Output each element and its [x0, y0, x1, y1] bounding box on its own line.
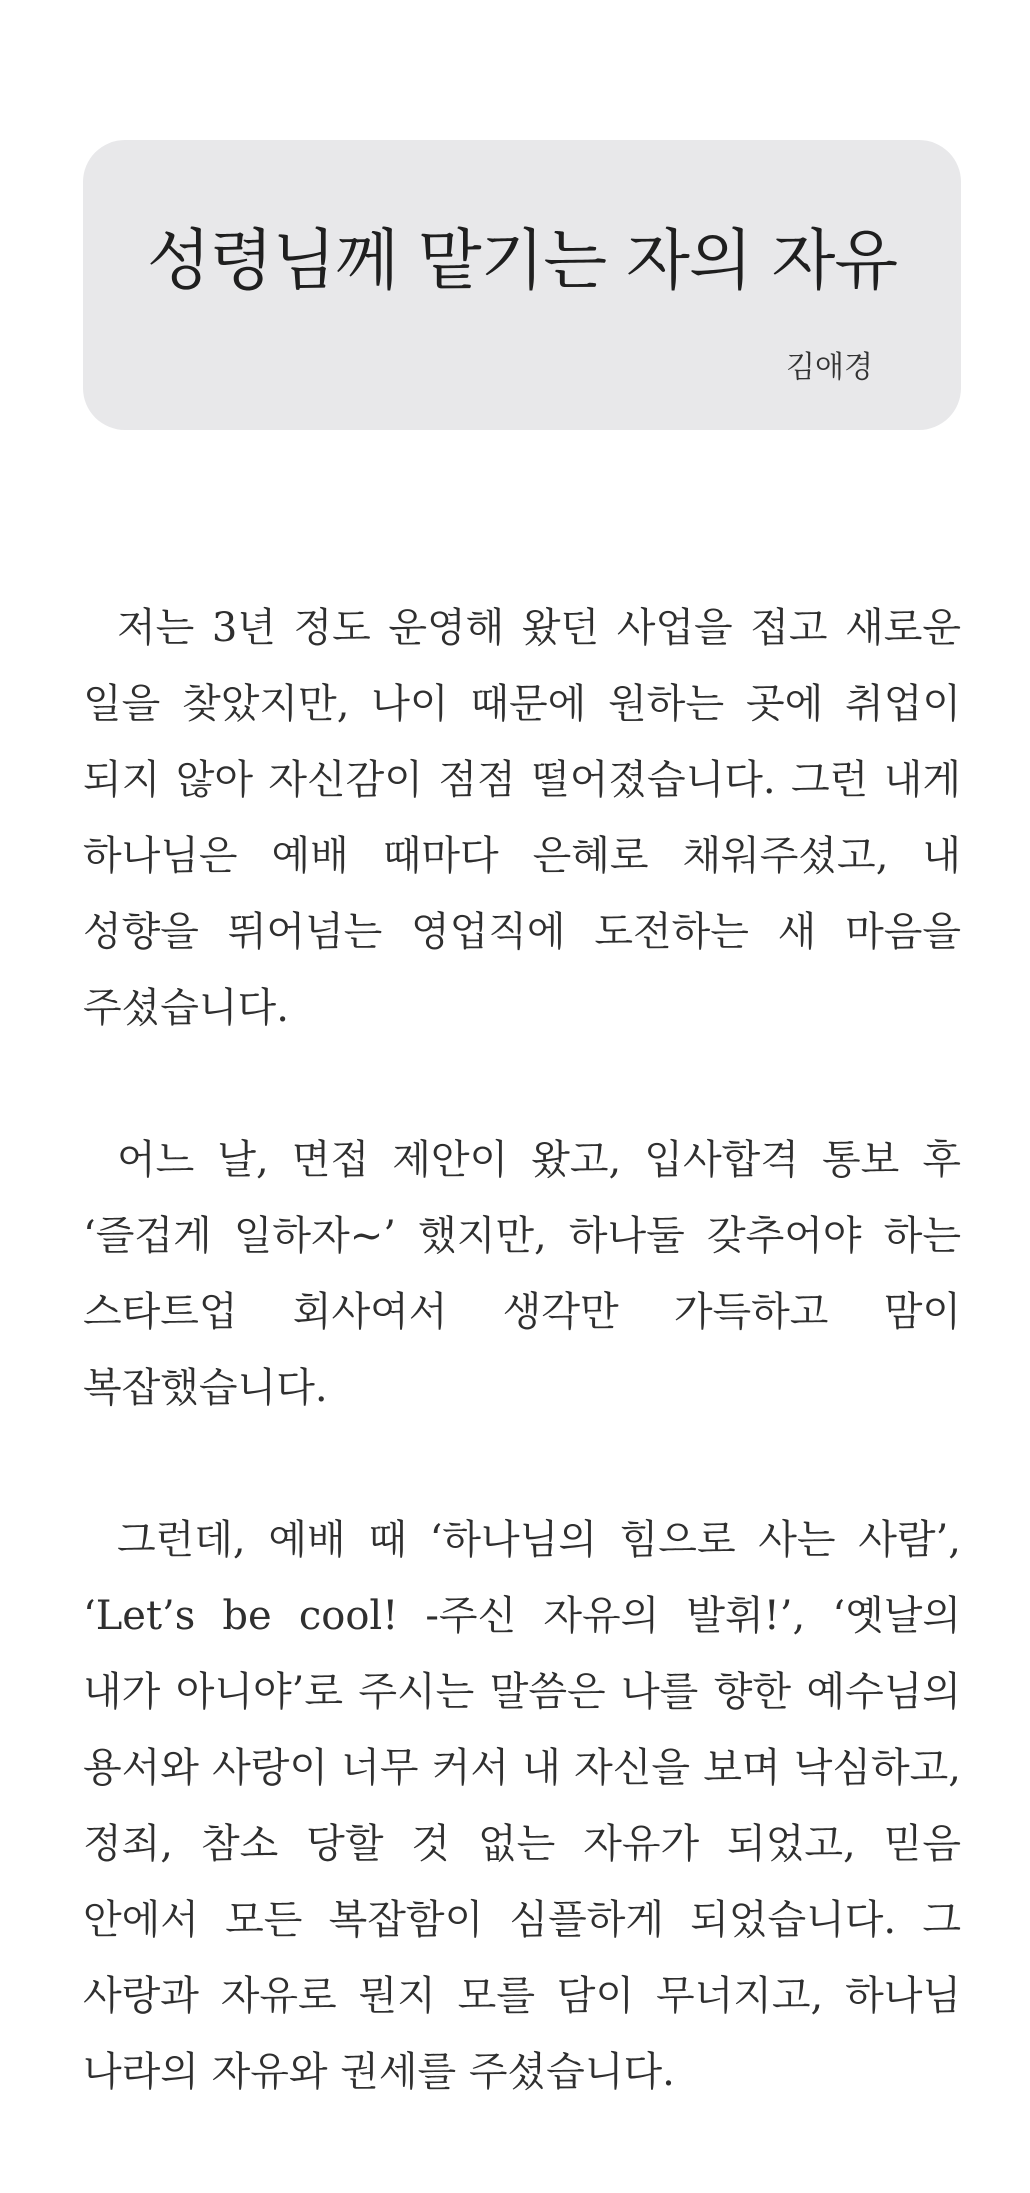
paragraph-3: 그런데, 예배 때 ‘하나님의 힘으로 사는 사람’, ‘Let’s be cool! -주신 자유의 발휘!’, ‘옛날의 내가 아니야’로 주시는 말씀은 나를 향한 예수님의 용서와 사랑이 너무 커서 내 자신을 보며 낙심하고, 정죄, 참소 당할 것 없는 자유가 되었고, 믿음 안에서 모든 복잡함이 심플하게 되었습니다. 그 사랑과 자유로 뭔지 모를 담이 무너지고, 하나님 나라의 자유와 권세를 주셨습니다. [83, 1517, 961, 2095]
article-body [83, 590, 961, 2110]
paragraph-2: 어느 날, 면접 제안이 왔고, 입사합격 통보 후 ‘즐겁게 일하자~’ 했지만, 하나둘 갖추어야 하는 스타트업 회사여서 생각만 가득하고 맘이 복잡했습니다. [83, 1137, 961, 1411]
article-title: 성령님께 맡기는 자의 자유 [146, 222, 898, 299]
paragraph-1: 저는 3년 정도 운영해 왔던 사업을 접고 새로운 일을 찾았지만, 나이 때문에 원하는 곳에 취업이 되지 않아 자신감이 점점 떨어졌습니다. 그런 내게 하나님은 예배 때마다 은혜로 채워주셨고, 내 성향을 뛰어넘는 영업직에 도전하는 새 마음을 주셨습니다. [83, 605, 961, 1031]
author-name: 김애경 [786, 350, 873, 385]
title-card [83, 140, 961, 430]
